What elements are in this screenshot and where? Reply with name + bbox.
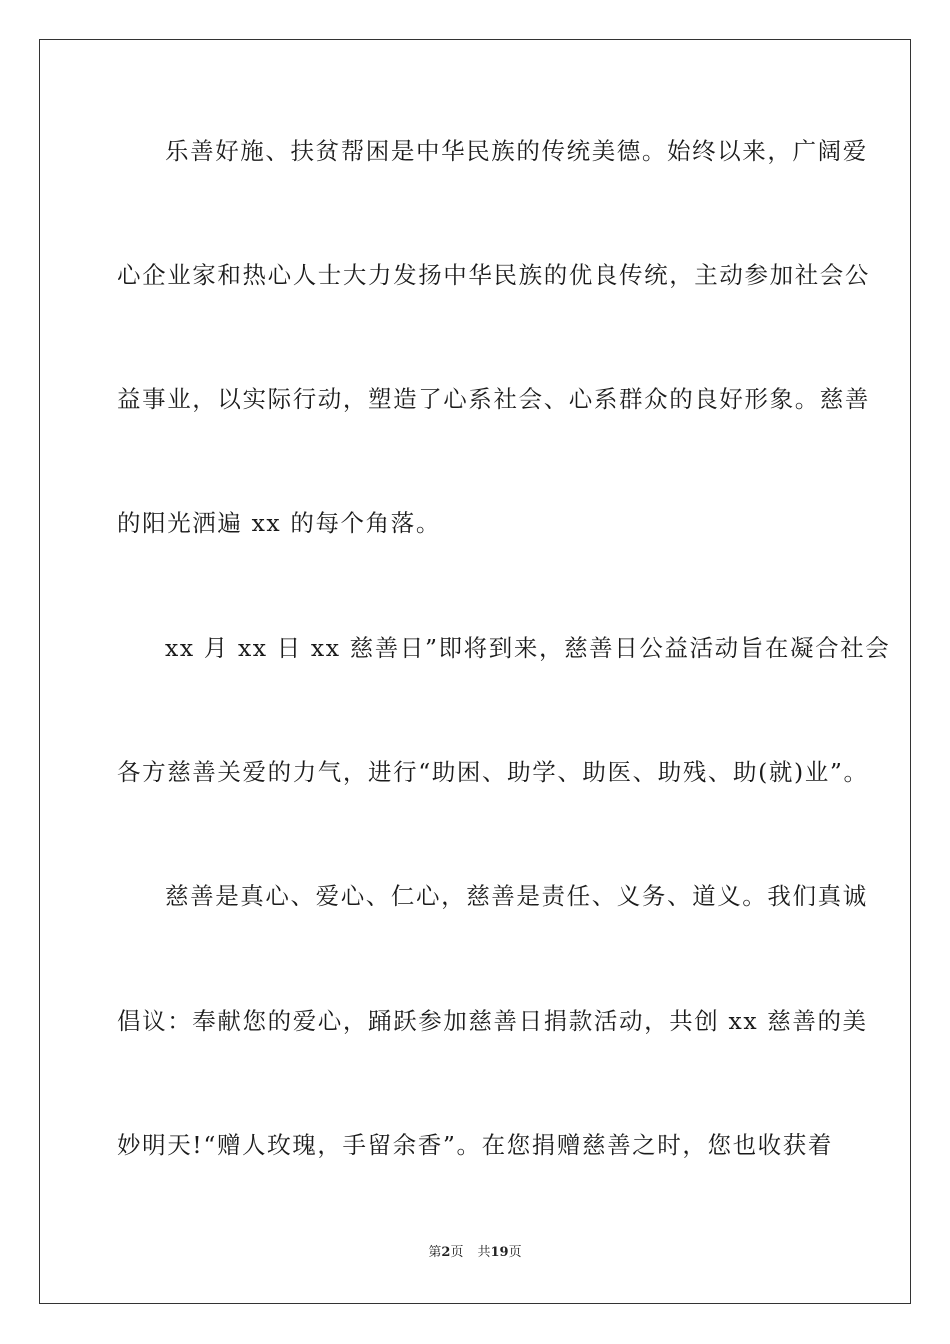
footer-total-unit: 页	[508, 1245, 522, 1260]
footer-prefix: 第	[428, 1245, 442, 1260]
footer-page-unit: 页	[450, 1245, 464, 1260]
footer-total-prefix: 共	[477, 1245, 491, 1260]
paragraph-1-line-2: 心企业家和热心人士大力发扬中华民族的优良传统，主动参加社会公	[117, 261, 870, 289]
paragraph-2-line-1: xx 月 xx 日 xx 慈善日”即将到来，慈善日公益活动旨在凝合社会	[165, 634, 891, 662]
paragraph-1-line-4: 的阳光洒遍 xx 的每个角落。	[117, 509, 441, 537]
paragraph-3-line-2: 倡议：奉献您的爱心，踊跃参加慈善日捐款活动，共创 xx 慈善的美	[117, 1007, 868, 1035]
total-page-count: 19	[490, 1245, 509, 1260]
paragraph-3-line-3: 妙明天!“赠人玫瑰，手留余香”。在您捐赠慈善之时，您也收获着	[117, 1131, 833, 1159]
paragraph-1-line-3: 益事业，以实际行动，塑造了心系社会、心系群众的良好形象。慈善	[117, 385, 870, 413]
paragraph-1-line-1: 乐善好施、扶贫帮困是中华民族的传统美德。始终以来，广阔爱	[165, 137, 868, 165]
paragraph-3-line-1: 慈善是真心、爱心、仁心，慈善是责任、义务、道义。我们真诚	[165, 882, 868, 910]
paragraph-2-line-2: 各方慈善关爱的力气，进行“助困、助学、助医、助残、助(就)业”。	[117, 758, 869, 786]
page-border	[39, 39, 911, 1304]
page-footer	[0, 1244, 950, 1262]
current-page-number: 2	[441, 1245, 451, 1260]
